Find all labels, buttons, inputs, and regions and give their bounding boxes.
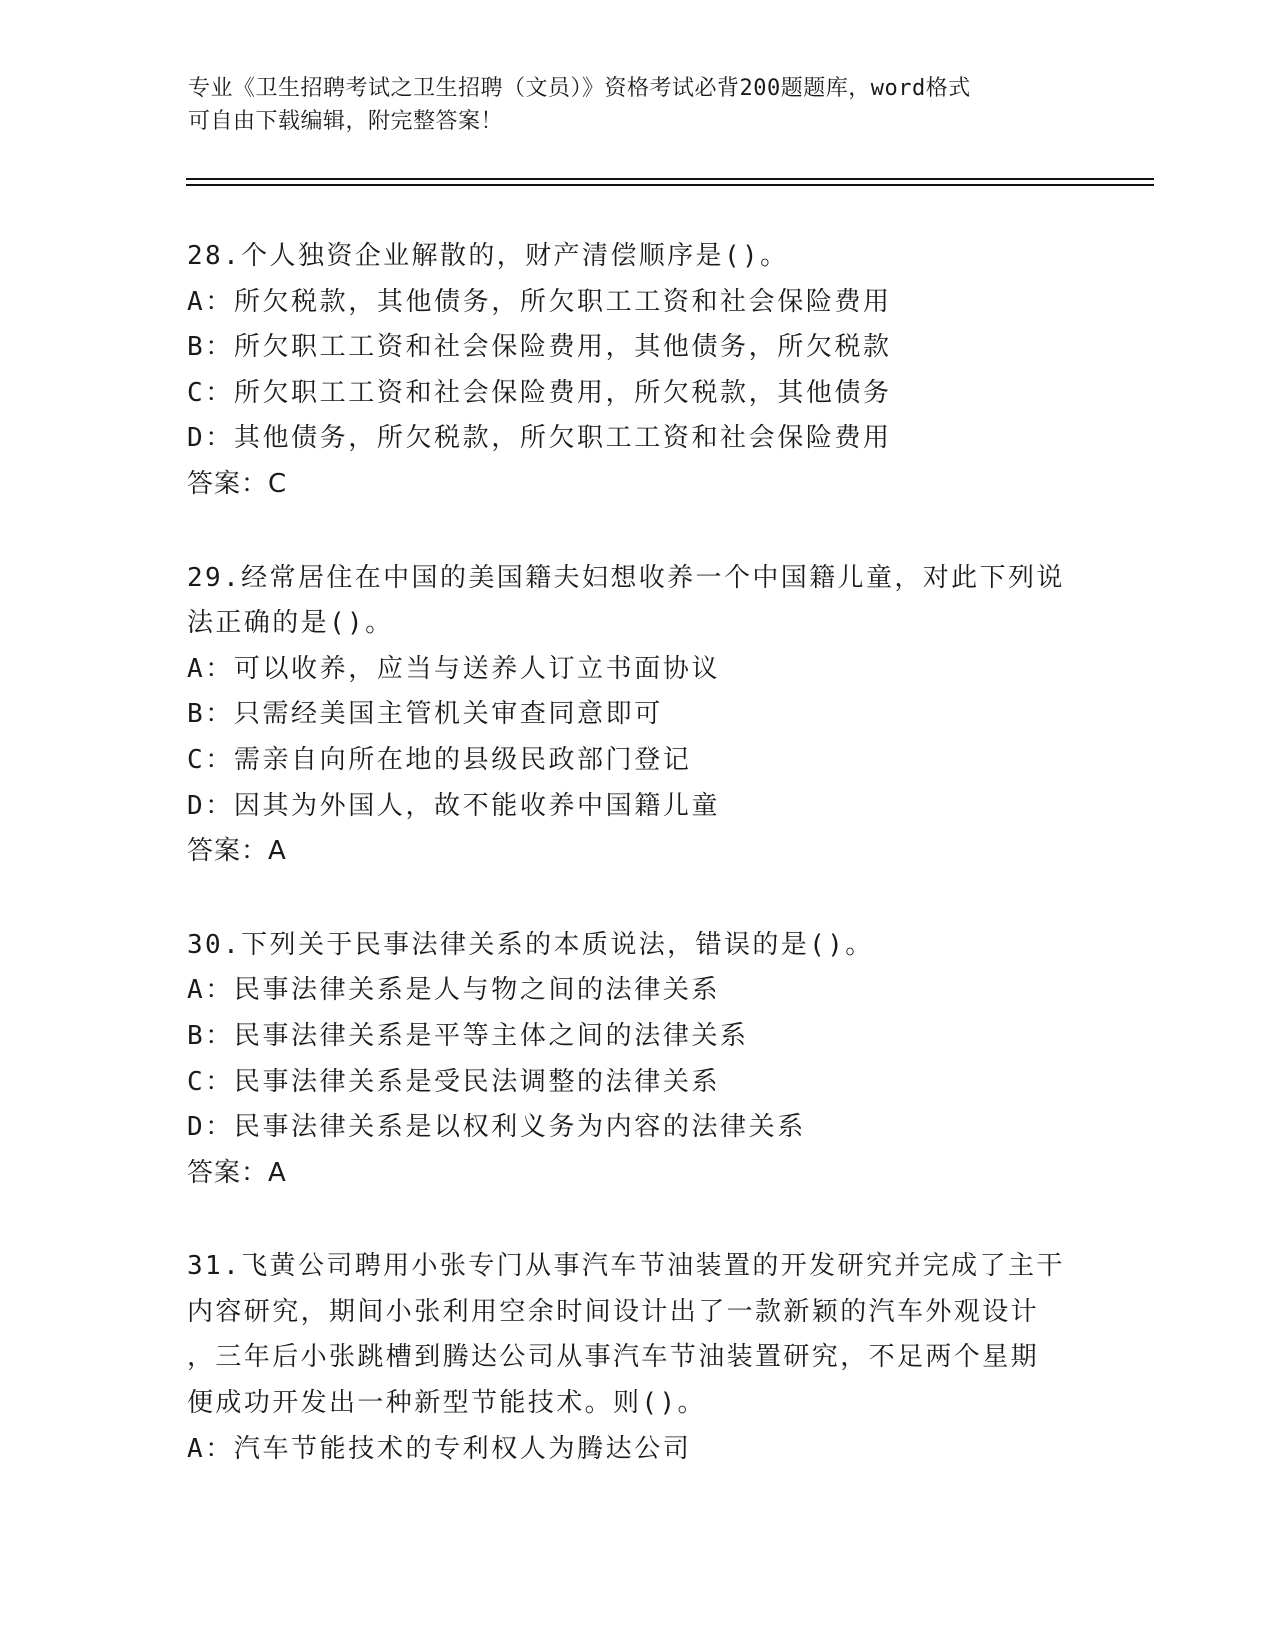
- question-29: [187, 556, 1087, 875]
- header-line-1: 专业《卫生招聘考试之卫生招聘（文员）》资格考试必背200题题库，word格式: [188, 76, 971, 101]
- question-stem: 28.个人独资企业解散的，财产清偿顺序是()。: [187, 241, 789, 271]
- option-b: B：所欠职工工资和社会保险费用，其他债务，所欠税款: [187, 332, 892, 363]
- question-30: [187, 923, 1087, 1197]
- option-c: C：需亲自向所在地的县级民政部门登记: [187, 744, 692, 775]
- option-d: D：民事法律关系是以权利义务为内容的法律关系: [187, 1112, 806, 1143]
- option-d: D：因其为外国人，故不能收养中国籍儿童: [187, 790, 721, 821]
- question-stem-line-2: 内容研究，期间小张利用空余时间设计出了一款新颖的汽车外观设计: [187, 1296, 1040, 1327]
- question-list: [187, 234, 1087, 1520]
- option-d: D：其他债务，所欠税款，所欠职工工资和社会保险费用: [187, 423, 892, 454]
- answer-label: 答案：C: [187, 468, 288, 499]
- question-stem-line-1: 31.飞黄公司聘用小张专门从事汽车节油装置的开发研究并完成了主干: [187, 1251, 1065, 1282]
- option-b: B：民事法律关系是平等主体之间的法律关系: [187, 1020, 749, 1051]
- header-divider-top: [186, 178, 1154, 180]
- question-stem-line-3: ，三年后小张跳槽到腾达公司从事汽车节油装置研究，不足两个星期: [187, 1342, 1040, 1373]
- document-header: [188, 72, 1068, 138]
- header-divider-bottom: [186, 184, 1154, 186]
- question-stem-line-1: 29.经常居住在中国的美国籍夫妇想收养一个中国籍儿童，对此下列说: [187, 562, 1065, 593]
- option-a: A：可以收养，应当与送养人订立书面协议: [187, 653, 721, 684]
- option-b: B：只需经美国主管机关审查同意即可: [187, 699, 663, 730]
- question-stem-line-2: 法正确的是()。: [187, 608, 394, 639]
- answer-label: 答案：A: [187, 836, 287, 867]
- question-stem-line-4: 便成功开发出一种新型节能技术。则()。: [187, 1388, 706, 1419]
- option-c: C：所欠职工工资和社会保险费用，所欠税款，其他债务: [187, 377, 892, 408]
- answer-label: 答案：A: [187, 1157, 287, 1188]
- question-stem: 30.下列关于民事法律关系的本质说法，错误的是()。: [187, 929, 874, 960]
- option-c: C：民事法律关系是受民法调整的法律关系: [187, 1066, 721, 1097]
- option-a: A：民事法律关系是人与物之间的法律关系: [187, 975, 721, 1006]
- question-31: [187, 1244, 1087, 1472]
- option-a: A：汽车节能技术的专利权人为腾达公司: [187, 1433, 692, 1464]
- header-line-2: 可自由下载编辑，附完整答案！: [188, 109, 504, 134]
- option-a: A：所欠税款，其他债务，所欠职工工资和社会保险费用: [187, 286, 892, 317]
- question-28: [187, 234, 1087, 508]
